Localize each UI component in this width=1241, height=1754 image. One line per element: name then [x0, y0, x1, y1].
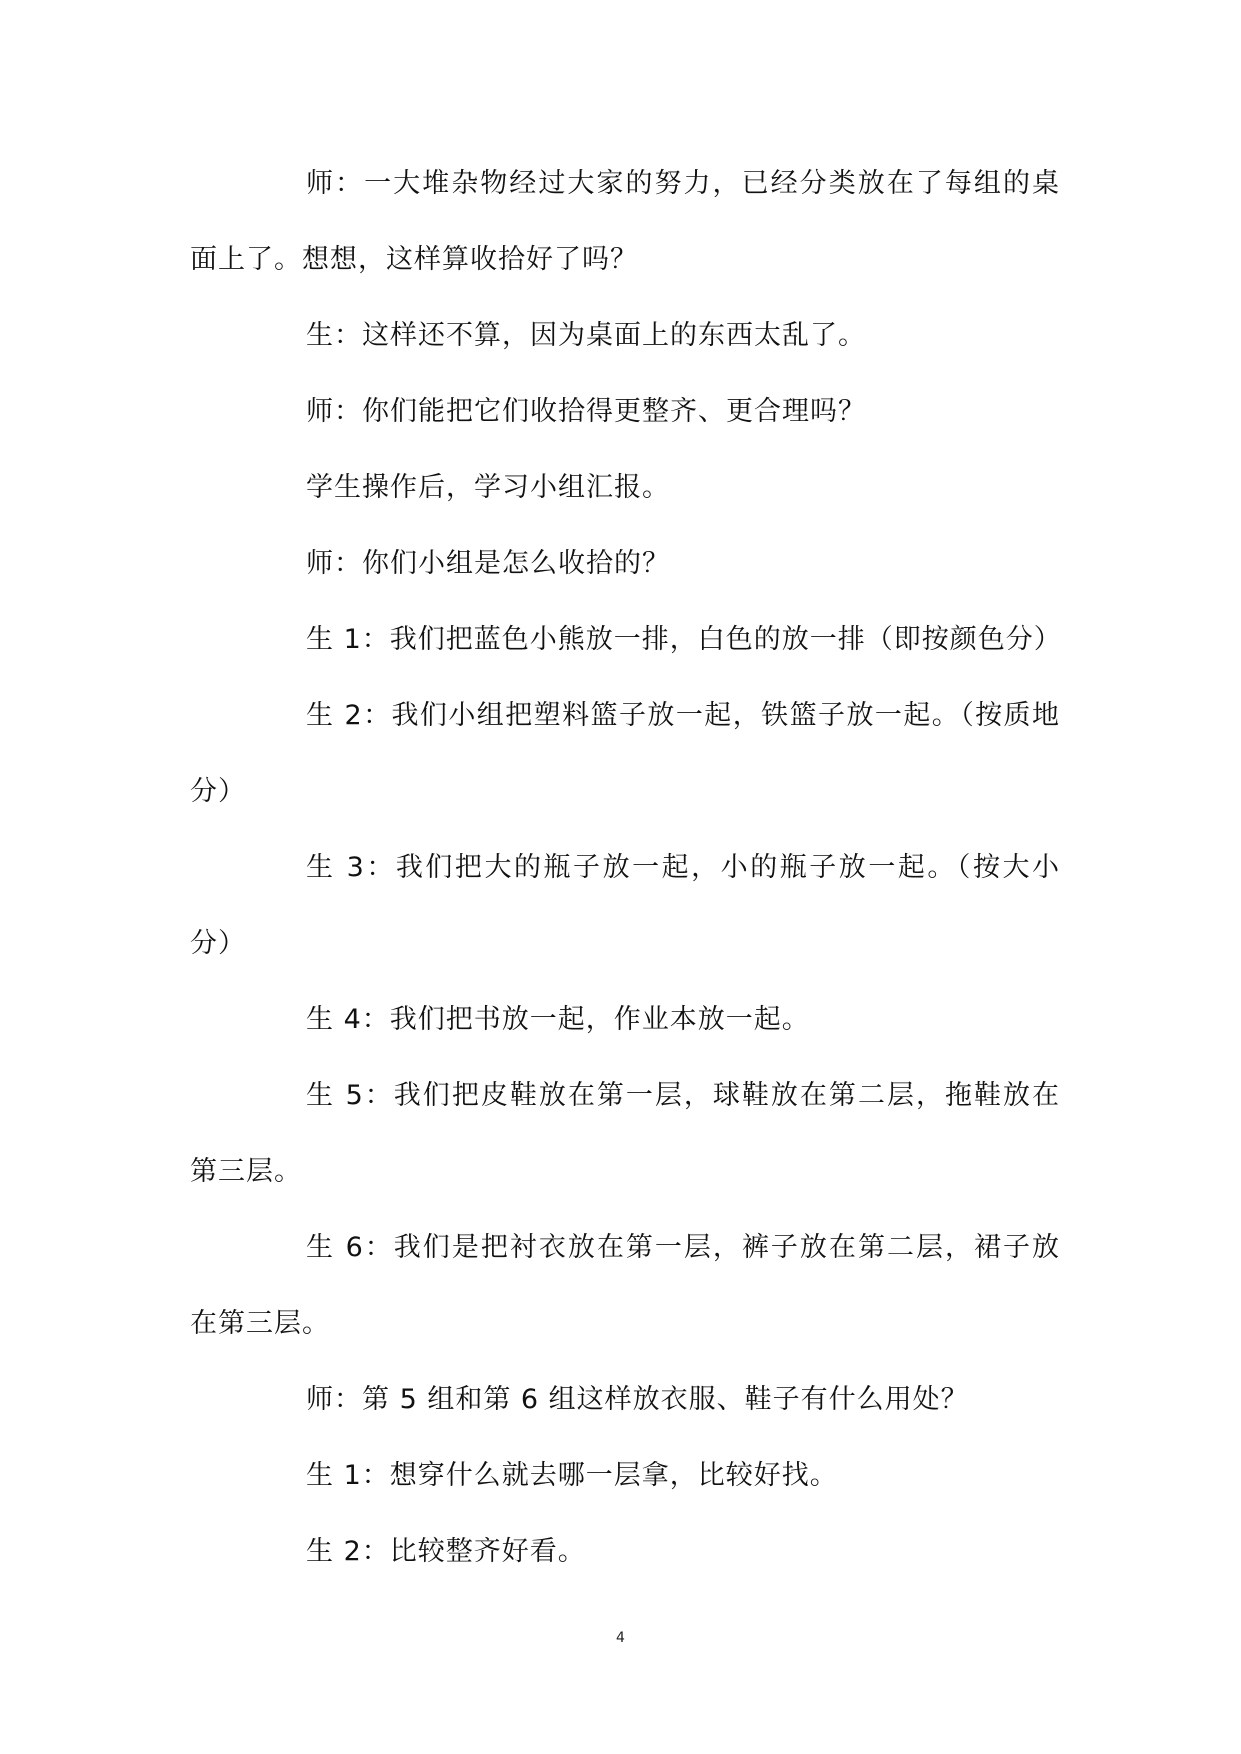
paragraph-4: 学生操作后，学习小组汇报。 [306, 472, 670, 503]
paragraph-12: 师：第 5 组和第 6 组这样放衣服、鞋子有什么用处？ [306, 1384, 969, 1415]
paragraph-10: 生 5：我们把皮鞋放在第一层，球鞋放在第二层，拖鞋放在第三层。 [190, 1080, 1060, 1187]
paragraph-7: 生 2：我们小组把塑料篮子放一起，铁篮子放一起。（按质地分） [190, 700, 1060, 807]
paragraph-1: 师：一大堆杂物经过大家的努力，已经分类放在了每组的桌面上了。想想，这样算收拾好了吗？ [190, 168, 1060, 275]
paragraph-9: 生 4：我们把书放一起，作业本放一起。 [306, 1004, 810, 1035]
paragraph-2: 生：这样还不算，因为桌面上的东西太乱了。 [306, 320, 866, 351]
paragraph-6: 生 1：我们把蓝色小熊放一排，白色的放一排（即按颜色分） [306, 624, 1062, 655]
paragraph-14: 生 2：比较整齐好看。 [306, 1536, 586, 1567]
paragraph-11: 生 6：我们是把衬衣放在第一层，裤子放在第二层，裙子放在第三层。 [190, 1232, 1060, 1339]
paragraph-5: 师：你们小组是怎么收拾的？ [306, 548, 670, 579]
page-number: 4 [616, 1630, 625, 1646]
paragraph-3: 师：你们能把它们收拾得更整齐、更合理吗？ [306, 396, 866, 427]
paragraph-8: 生 3：我们把大的瓶子放一起，小的瓶子放一起。（按大小分） [190, 852, 1060, 959]
document-body [190, 146, 1060, 1590]
paragraph-13: 生 1：想穿什么就去哪一层拿，比较好找。 [306, 1460, 838, 1491]
